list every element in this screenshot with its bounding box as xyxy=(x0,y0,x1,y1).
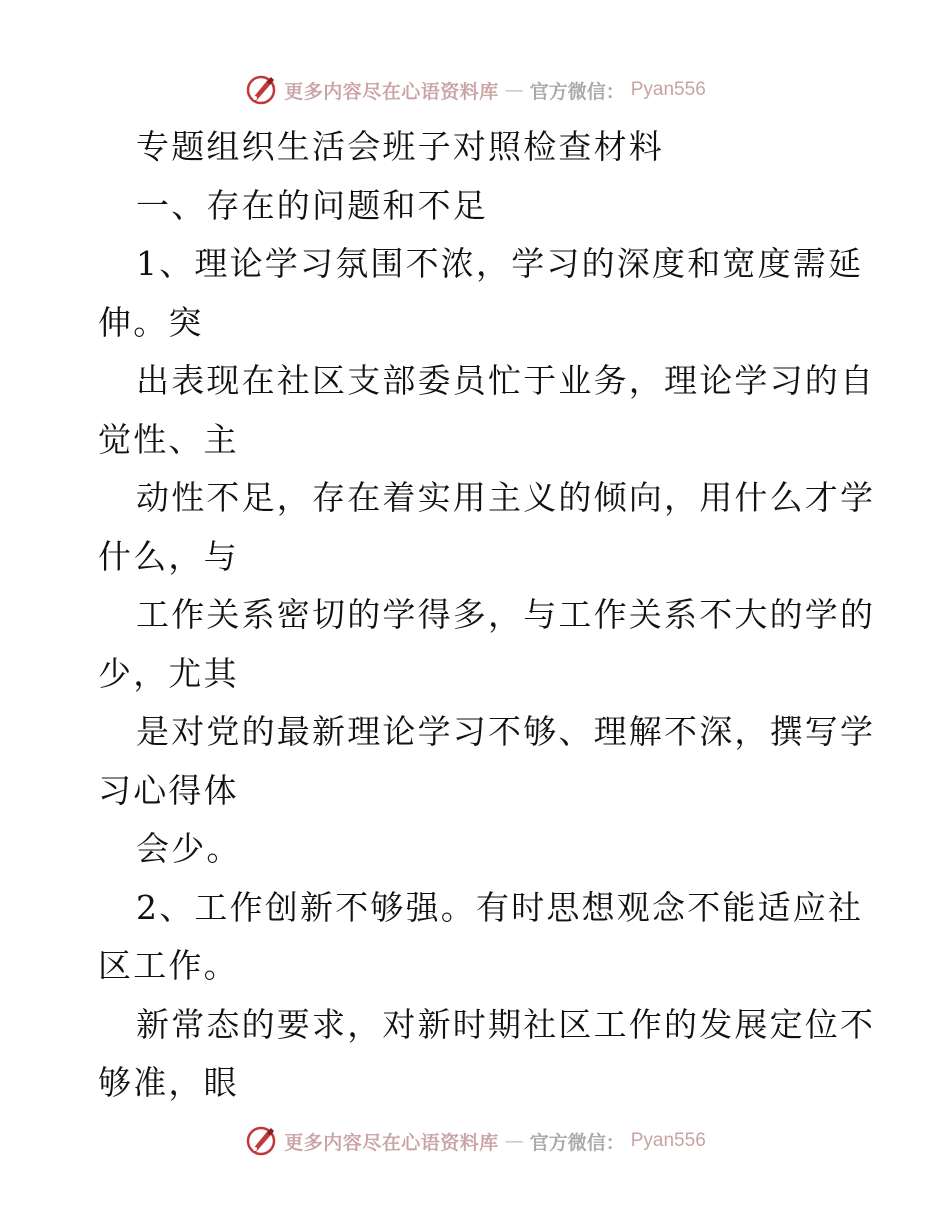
document-title: 专题组织生活会班子对照检查材料 xyxy=(136,127,664,166)
paragraph-line: 少，尤其 xyxy=(98,653,239,693)
paragraph-line: 1、理论学习氛围不浓，学习的深度和宽度需延 xyxy=(136,244,864,283)
document-body xyxy=(98,118,876,1113)
section-heading: 一、存在的问题和不足 xyxy=(136,185,488,225)
paragraph-line: 2、工作创新不够强。有时思想观念不能适应社 xyxy=(136,887,864,927)
paragraph-line: 习心得体 xyxy=(98,770,239,810)
header-watermark xyxy=(0,70,950,110)
watermark-dash: — xyxy=(504,79,524,101)
pen-quill-logo-icon xyxy=(244,1124,278,1158)
paragraph-line: 伸。突 xyxy=(98,302,204,342)
watermark-brand-text: 更多内容尽在心语资料库 xyxy=(284,1131,499,1154)
paragraph-line: 动性不足，存在着实用主义的倾向，用什么才学 xyxy=(136,478,876,517)
watermark-wechat-id: Pyan556 xyxy=(630,1130,706,1151)
paragraph-line: 工作关系密切的学得多，与工作关系不大的学的 xyxy=(136,595,876,634)
paragraph-line: 什么，与 xyxy=(98,536,239,576)
paragraph-line: 新常态的要求，对新时期社区工作的发展定位不 xyxy=(136,1004,876,1044)
watermark-official-label: 官方微信： xyxy=(529,1131,625,1154)
paragraph-line: 出表现在社区支部委员忙于业务，理论学习的自 xyxy=(136,361,876,400)
paragraph-line: 够准，眼 xyxy=(98,1063,239,1102)
watermark-dash: — xyxy=(504,1130,524,1152)
paragraph-line: 觉性、主 xyxy=(98,419,239,459)
paragraph-line: 是对党的最新理论学习不够、理解不深，撰写学 xyxy=(136,712,876,751)
footer-watermark xyxy=(0,1121,950,1161)
watermark-official-label: 官方微信： xyxy=(529,80,625,103)
pen-quill-logo-icon xyxy=(244,73,278,107)
watermark-wechat-id: Pyan556 xyxy=(630,79,706,100)
paragraph-line: 会少。 xyxy=(136,829,242,868)
watermark-brand-text: 更多内容尽在心语资料库 xyxy=(284,80,499,103)
paragraph-line: 区工作。 xyxy=(98,946,239,985)
